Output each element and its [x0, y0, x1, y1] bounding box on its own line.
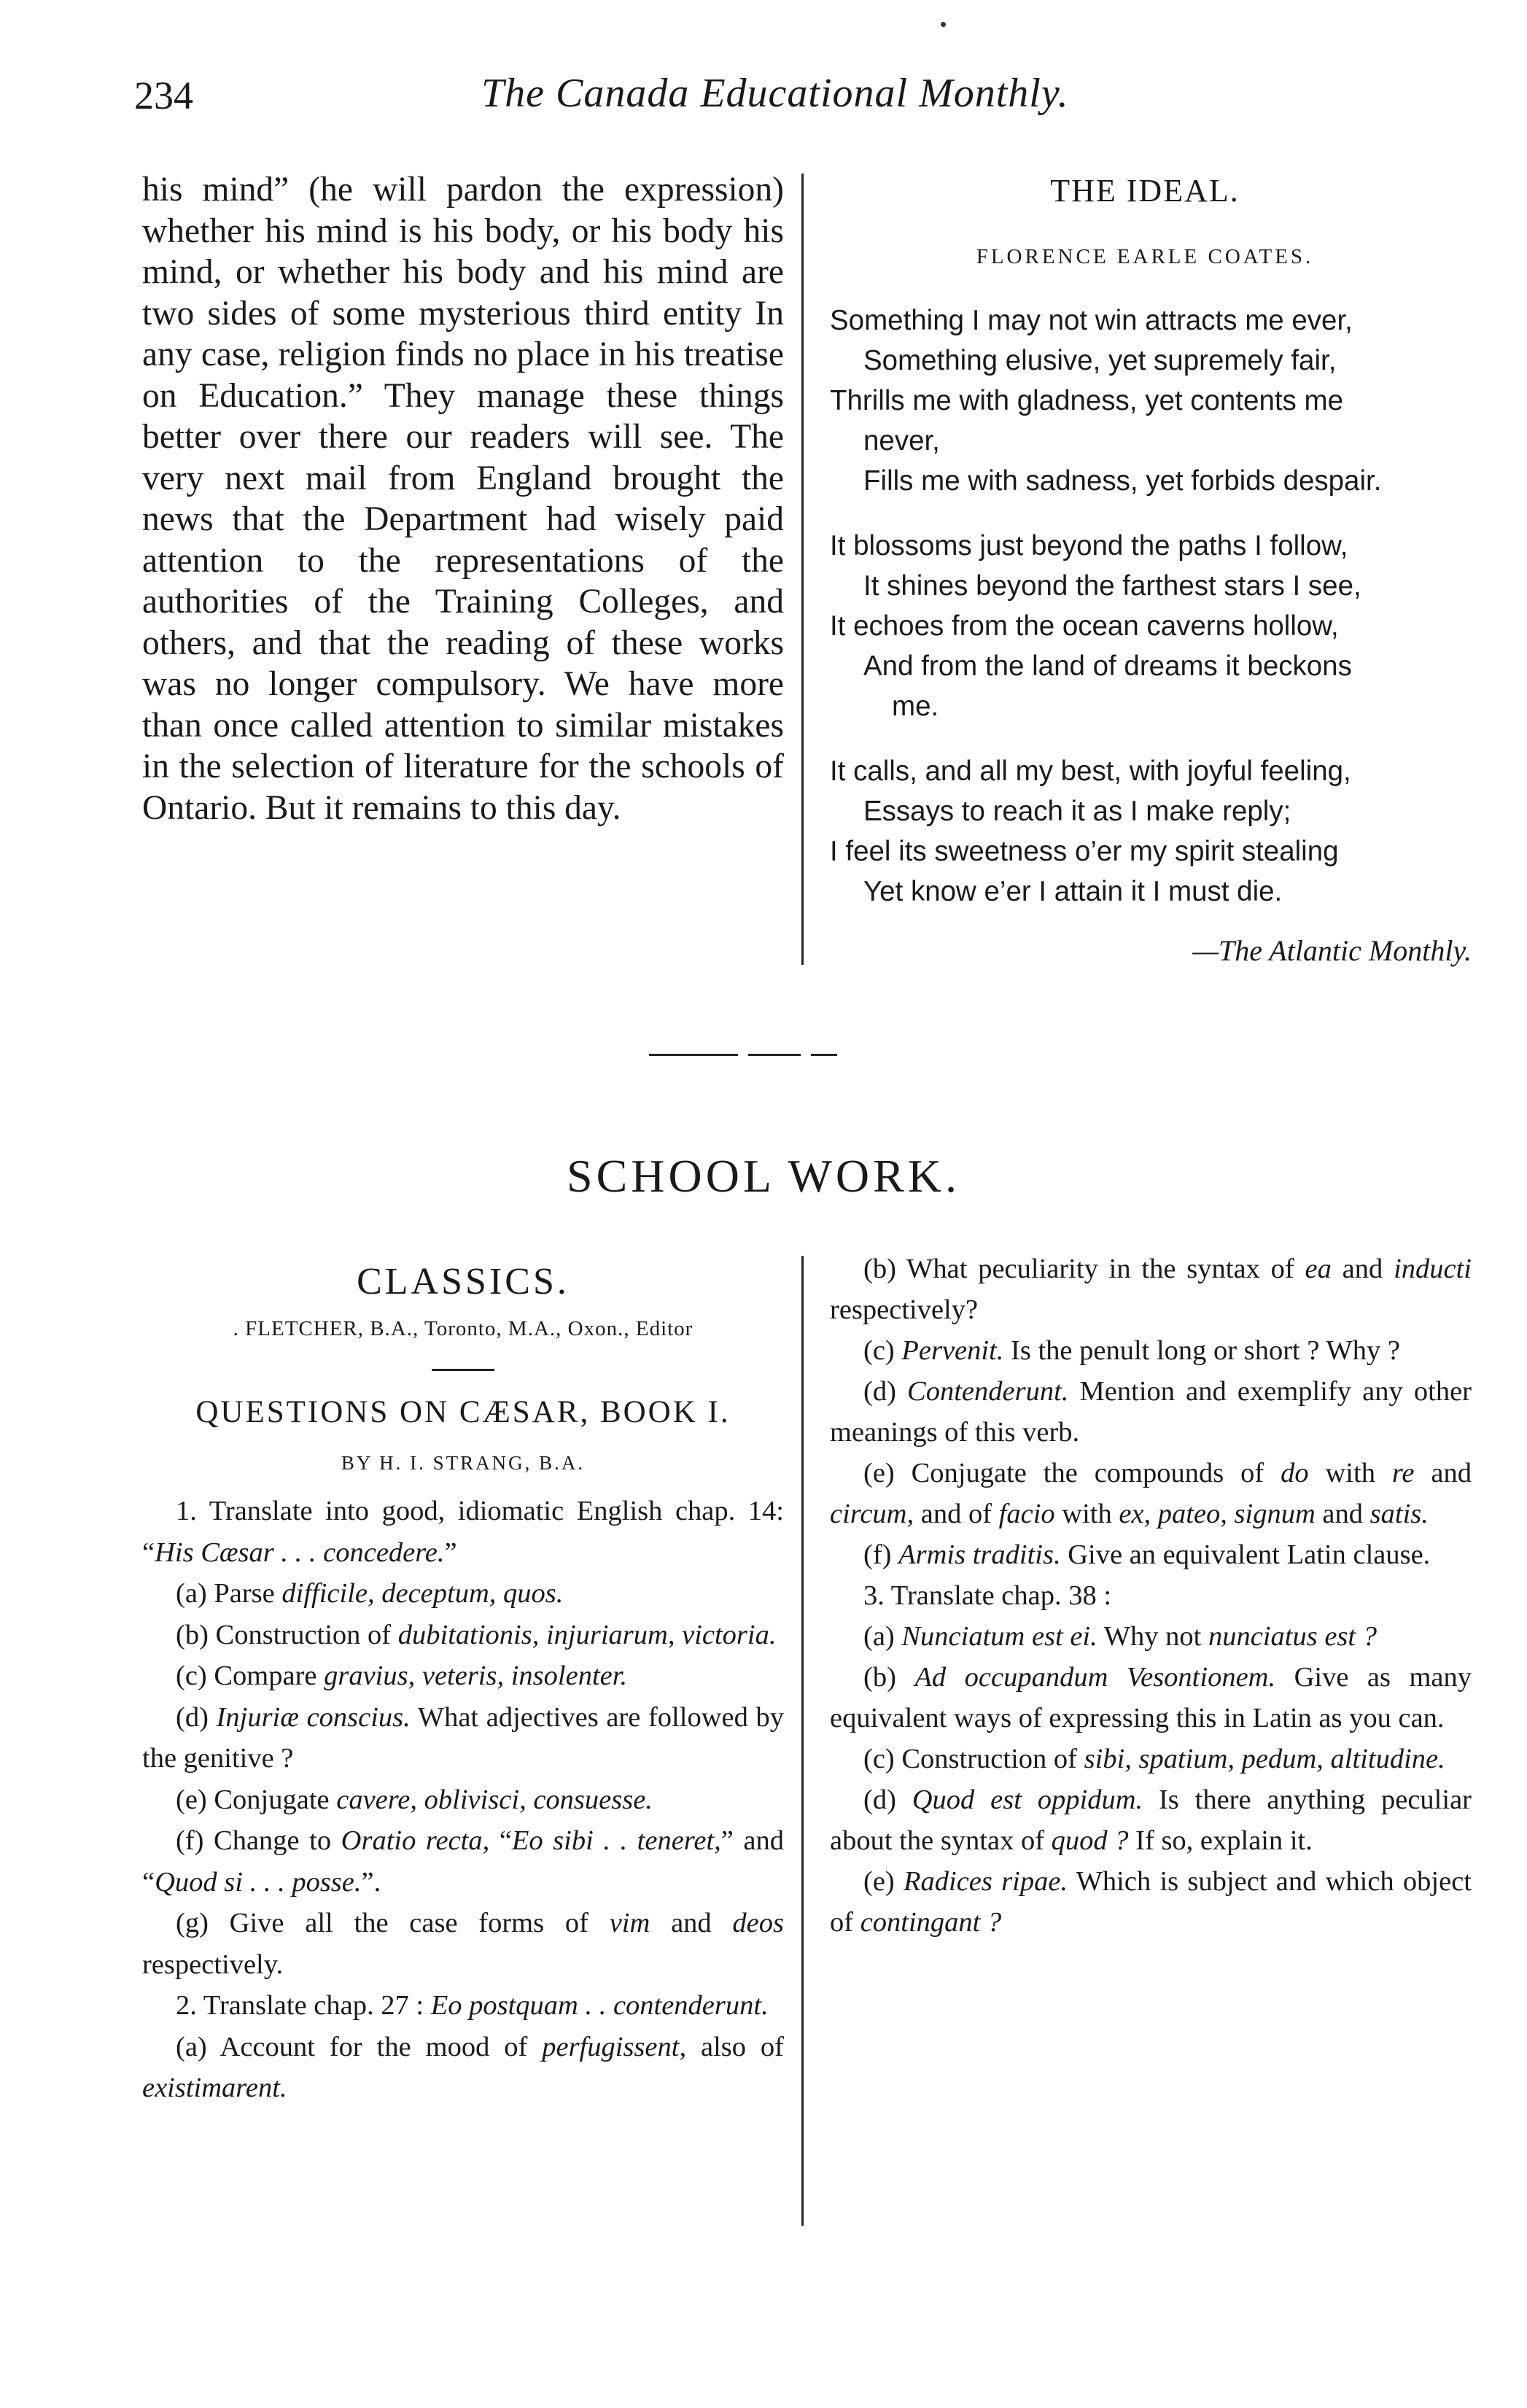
question-2e: (e) Conjugate the compounds of do with re and circum, and of facio with ex, pateo, signum and satis. — [830, 1458, 1472, 1529]
speck-mark — [941, 22, 946, 27]
question-2d: (d) Contenderunt. Mention and exemplify any other meanings of this verb. — [830, 1376, 1472, 1448]
classics-heading: CLASSICS. — [357, 1261, 570, 1302]
classics-column-right — [830, 1248, 1472, 1943]
poem-stanza-2 — [830, 526, 1479, 726]
question-1: 1. Translate into good, idiomatic English chap. 14: “His Cæsar . . . concedere.” — [142, 1496, 784, 1568]
question-3a: (a) Nunciatum est ei. Why not nunciatus est ? — [863, 1621, 1377, 1652]
poem-title: THE IDEAL. — [1050, 173, 1240, 209]
poem-line: me. — [892, 691, 939, 722]
section-divider — [649, 1054, 837, 1056]
question-1b: (b) Construction of dubitationis, injuriarum, victoria. — [176, 1619, 777, 1650]
poem-line: I feel its sweetness o’er my spirit stealing — [830, 836, 1339, 867]
page-number: 234 — [134, 74, 193, 117]
question-1d: (d) Injuriæ conscius. What adjectives are followed by the genitive ? — [142, 1701, 784, 1774]
running-title: The Canada Educational Monthly. — [481, 71, 1069, 116]
question-1c: (c) Compare gravius, veteris, insolenter. — [176, 1661, 628, 1691]
section-heading: SCHOOL WORK. — [566, 1150, 961, 1202]
poem-line: Yet know e’er I attain it I must die. — [863, 876, 1283, 907]
question-1f: (f) Change to Oratio recta, “Eo sibi . . teneret,” and “Quod si . . . posse.”. — [142, 1825, 785, 1898]
question-1g: (g) Give all the case forms of vim and deos respectively. — [142, 1908, 784, 1980]
poem-line: It echoes from the ocean caverns hollow, — [830, 610, 1339, 642]
poem-line: Essays to reach it as I make reply; — [863, 796, 1291, 827]
poem-line: It shines beyond the farthest stars I see, — [863, 570, 1361, 602]
question-3: 3. Translate chap. 38 : — [863, 1580, 1112, 1611]
column-rule-bottom — [801, 1256, 804, 2226]
classics-column — [142, 1251, 784, 2109]
question-2f: (f) Armis traditis. Give an equivalent Latin clause. — [863, 1539, 1431, 1570]
column-rule-top — [801, 174, 804, 965]
question-1a: (a) Parse difficile, deceptum, quos. — [176, 1578, 564, 1609]
byline: BY H. I. STRANG, B.A. — [341, 1452, 586, 1474]
poem-line: It blossoms just beyond the paths I follow, — [830, 530, 1348, 562]
question-3b: (b) Ad occupandum Vesontionem. Give as many equivalent ways of expressing this in Latin as you can. — [830, 1662, 1472, 1733]
prose-column-top — [142, 169, 784, 828]
poem-source: —The Atlantic Monthly. — [1192, 934, 1472, 967]
question-3c: (c) Construction of sibi, spatium, pedum, altitudine. — [863, 1744, 1445, 1774]
editor-line: . FLETCHER, B.A., Toronto, M.A., Oxon., Editor — [233, 1317, 693, 1340]
question-2c: (c) Pervenit. Is the penult long or short ? Why ? — [863, 1335, 1400, 1366]
prose-paragraph: his mind” (he will pardon the expression) whether his mind is his body, or his body his mind, or whether his body and his mind are two sides of some mysterious third entity In any case, religion finds no place in his treatise on Education.” They manage these things better over there our readers will see. The very next mail from England brought the news that the Department had wisely paid attention to the representations of the authorities of the Training Colleges, and others, and that the reading of these works was no longer compulsory. We have more than once called attention to similar mistakes in the selection of literature for the schools of Ontario. But it remains to this day. — [142, 171, 784, 827]
questions-heading: QUESTIONS ON CÆSAR, BOOK I. — [195, 1395, 731, 1429]
poem-line: never, — [863, 425, 940, 457]
poem-line: Thrills me with gladness, yet contents me — [830, 385, 1343, 416]
question-2b: (b) What peculiarity in the syntax of ea and inducti respectively? — [830, 1254, 1472, 1325]
poem-stanza-3 — [830, 751, 1479, 912]
short-rule — [432, 1369, 494, 1371]
poem-line: It calls, and all my best, with joyful feeling, — [830, 756, 1351, 787]
question-1e: (e) Conjugate cavere, oblivisci, consuesse. — [176, 1784, 653, 1815]
poem-line: Fills me with sadness, yet forbids despair. — [863, 465, 1382, 497]
poem-body — [830, 300, 1479, 971]
poem-stanza-1 — [830, 300, 1479, 501]
question-2a: (a) Account for the mood of perfugissent, also of existimarent. — [142, 2031, 784, 2103]
poem-line: Something elusive, yet supremely fair, — [863, 345, 1337, 376]
poem-author: FLORENCE EARLE COATES. — [976, 245, 1314, 268]
question-3e: (e) Radices ripae. Which is subject and which object of contingant ? — [830, 1866, 1472, 1938]
poem-line: And from the land of dreams it beckons — [863, 650, 1352, 682]
question-3d: (d) Quod est oppidum. Is there anything peculiar about the syntax of quod ? If so, explain it. — [830, 1784, 1472, 1856]
poem-line: Something I may not win attracts me ever, — [830, 305, 1353, 336]
question-2: 2. Translate chap. 27 : Eo postquam . . contenderunt. — [176, 1990, 769, 2021]
